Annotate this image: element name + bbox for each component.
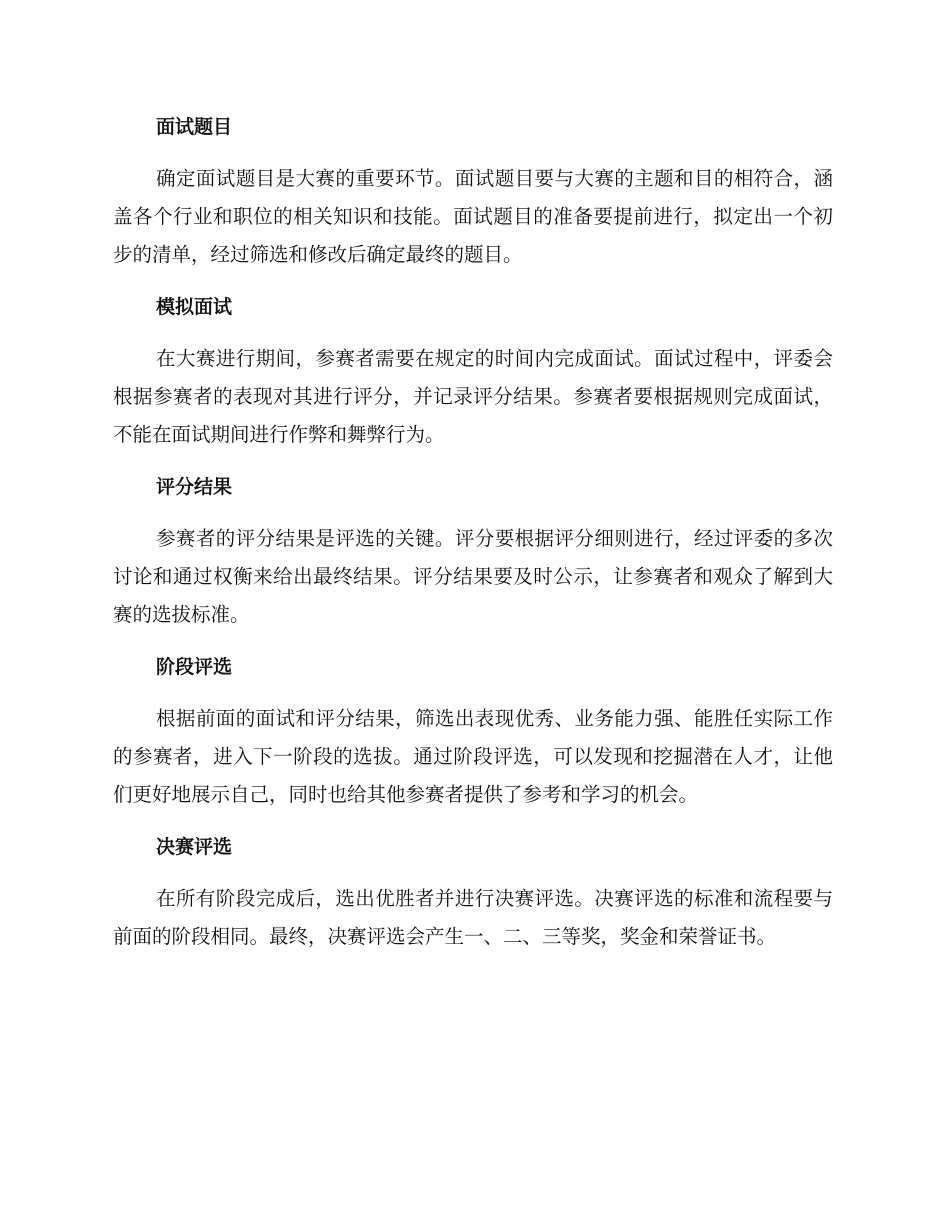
section-body-scoring-results: 参赛者的评分结果是评选的关键。评分要根据评分细则进行，经过评委的多次讨论和通过权衡来给出最终结果。评分结果要及时公示，让参赛者和观众了解到大赛的选拔标准。 — [113, 527, 833, 626]
section-heading-final-selection: 决赛评选 — [156, 836, 233, 858]
section-heading-interview-questions: 面试题目 — [156, 116, 233, 138]
section-heading-scoring-results: 评分结果 — [156, 476, 233, 498]
section-body-mock-interview: 在大赛进行期间，参赛者需要在规定的时间内完成面试。面试过程中，评委会根据参赛者的表现对其进行评分，并记录评分结果。参赛者要根据规则完成面试，不能在面试期间进行作弊和舞弊行为。 — [113, 347, 833, 446]
section-body-final-selection: 在所有阶段完成后，选出优胜者并进行决赛评选。决赛评选的标准和流程要与前面的阶段相同。最终，决赛评选会产生一、二、三等奖，奖金和荣誉证书。 — [113, 887, 833, 948]
section-body-interview-questions: 确定面试题目是大赛的重要环节。面试题目要与大赛的主题和目的相符合，涵盖各个行业和职位的相关知识和技能。面试题目的准备要提前进行，拟定出一个初步的清单，经过筛选和修改后确定最终的题目。 — [113, 167, 833, 266]
document-page — [113, 108, 833, 970]
section-body-stage-selection: 根据前面的面试和评分结果，筛选出表现优秀、业务能力强、能胜任实际工作的参赛者，进入下一阶段的选拔。通过阶段评选，可以发现和挖掘潜在人才，让他们更好地展示自己，同时也给其他参赛者提供了参考和学习的机会。 — [113, 707, 833, 806]
section-heading-mock-interview: 模拟面试 — [156, 296, 233, 318]
section-heading-stage-selection: 阶段评选 — [156, 656, 233, 678]
